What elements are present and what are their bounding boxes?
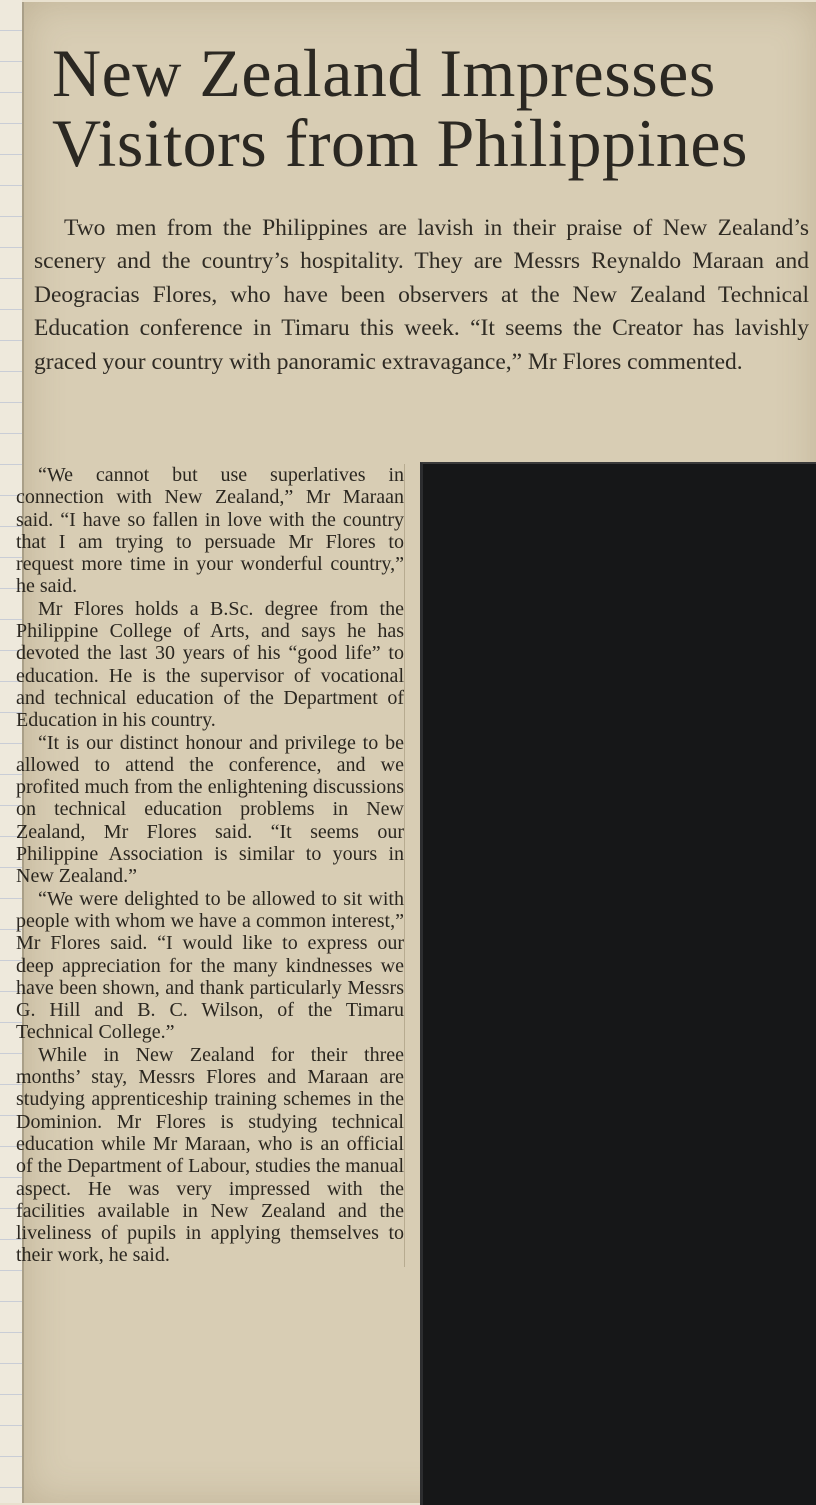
headline-line-2: Visitors from Philippines: [52, 105, 748, 181]
body-paragraph-1: “We cannot but use superlatives in connection with New Zealand,” Mr Maraan said. “I have so fallen in love with the country that I am trying to persuade Mr Flores to request more time in your wonderful country,” he said.: [16, 464, 404, 598]
body-paragraph-3: “It is our distinct honour and privilege to be allowed to attend the conference, and we profited much from the enlightening discussions on technical education problems in New Zealand, Mr Flores said. “It seems our Philippine Association is similar to yours in New Zealand.”: [16, 731, 404, 888]
body-paragraph-5: While in New Zealand for their three months’ stay, Messrs Flores and Maraan are studying apprenticeship training schemes in the Dominion. Mr Flores is studying technical education while Mr Maraan, who is an official of the Department of Labour, studies the manual aspect. He was very impressed with the facilities available in New Zealand and the liveliness of pupils in applying themselves to their work, he said.: [16, 1043, 404, 1267]
headline-line-1: New Zealand Impresses: [52, 35, 716, 111]
body-column: [16, 464, 405, 1267]
newspaper-clipping: [16, 2, 816, 1503]
body-paragraph-2: Mr Flores holds a B.Sc. degree from the Philippine College of Arts, and says he has devoted the last 30 years of his “good life” to education. He is the supervisor of vocational and technical education of the Department of Education in his country.: [16, 597, 404, 732]
headline: [52, 35, 812, 181]
black-backing-panel: [420, 462, 816, 1505]
body-paragraph-4: “We were delighted to be allowed to sit with people with whom we have a common interest,” Mr Flores said. “I would like to express our deep appreciation for the many kindnesses we have been shown, and thank particularly Messrs G. Hill and B. C. Wilson, of the Timaru Technical College.”: [16, 887, 404, 1044]
lead-paragraph: Two men from the Philippines are lavish in their praise of New Zealand’s scenery and the country’s hospitality. They are Messrs Reynaldo Maraan and Deogracias Flores, who have been observers at the New Zealand Technical Education conference in Timaru this week. “It seems the Creator has lavishly graced your country with panoramic extravagance,” Mr Flores commented.: [34, 215, 809, 375]
